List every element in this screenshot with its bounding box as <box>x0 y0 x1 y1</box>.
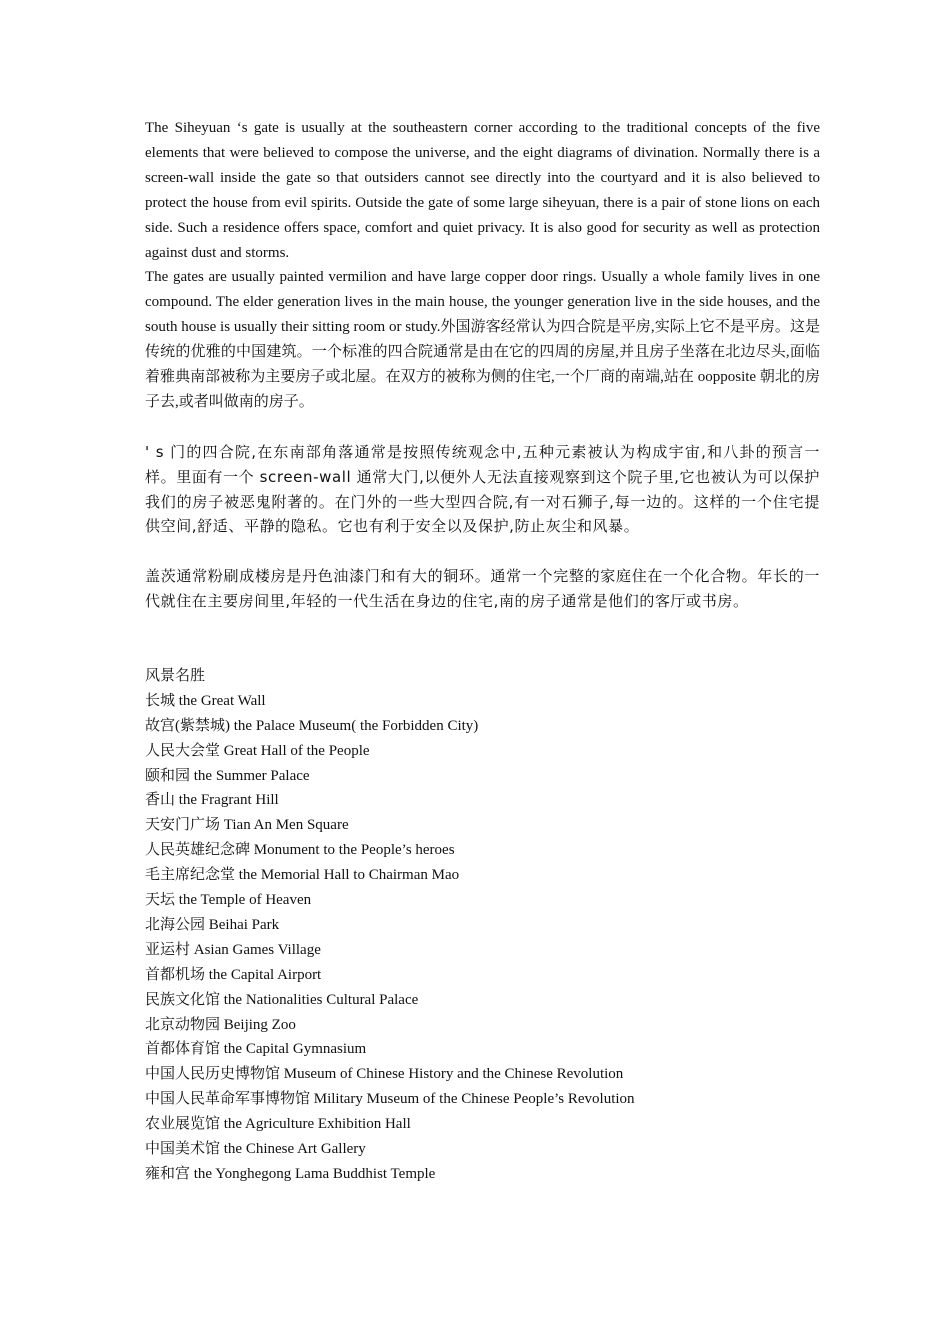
list-item: 人民英雄纪念碑 Monument to the People’s heroes <box>145 842 455 859</box>
list-item: 北海公园 Beihai Park <box>145 916 280 933</box>
list-item: 毛主席纪念堂 the Memorial Hall to Chairman Mao <box>145 867 460 884</box>
paragraph-gates-vermilion-mixed: The gates are usually painted vermilion and have large copper door rings. Usually a whole family lives in one compound. The elder generation lives in the main house, the younger generation live in the side houses, and the south house is usually their sitting room or study.外国游客经常认为四合院是平房,实际上它不是平房。这是传统的优雅的中国建筑。一个标准的四合院通常是由在它的四周的房屋,并且房子坐落在北边尽头,面临着雅典南部被称为主要房子或北屋。在双方的被称为侧的住宅,一个厂商的南端,站在 oopposite 朝北的房子去,或者叫做南的房子。 <box>145 269 820 410</box>
list-item: 中国人民革命军事博物馆 Military Museum of the Chinese People’s Revolution <box>145 1091 635 1108</box>
list-item: 颐和园 the Summer Palace <box>145 767 310 784</box>
document-body <box>145 116 820 1187</box>
list-item: 长城 the Great Wall <box>145 692 266 709</box>
paragraph-siheyuan-gate-chinese: ' s 门的四合院,在东南部角落通常是按照传统观念中,五种元素被认为构成宇宙,和八卦的预言一样。里面有一个 screen-wall 通常大门,以便外人无法直接观察到这个院子里,它也被认为可以保护我们的房子被恶鬼附著的。在门外的一些大型四合院,有一对石狮子,每一边的。这样的一个住宅提供空间,舒适、平静的隐私。它也有利于安全以及保护,防止灰尘和风暴。 <box>145 442 820 536</box>
list-item: 亚运村 Asian Games Village <box>145 941 321 958</box>
list-item: 天安门广场 Tian An Men Square <box>145 817 349 834</box>
list-item: 首都机场 the Capital Airport <box>145 966 322 983</box>
list-item: 故宫(紫禁城) the Palace Museum( the Forbidden City) <box>145 717 479 734</box>
list-heading: 风景名胜 <box>145 667 206 684</box>
list-item: 人民大会堂 Great Hall of the People <box>145 742 370 759</box>
list-item: 香山 the Fragrant Hill <box>145 792 279 809</box>
list-item: 民族文化馆 the Nationalities Cultural Palace <box>145 991 419 1008</box>
paragraph-siheyuan-gate-english: The Siheyuan ‘s gate is usually at the southeastern corner according to the traditional concepts of the five elements that were believed to compose the universe, and the eight diagrams of divination. Normally there is a screen-wall inside the gate so that outsiders cannot see directly into the courtyard and it is also believed to protect the house from evil spirits. Outside the gate of some large siheyuan, there is a pair of stone lions on each side. Such a residence offers space, comfort and quiet privacy. It is also good for security as well as protection against dust and storms. <box>145 120 820 261</box>
scenic-spots-list <box>145 689 820 1187</box>
list-item: 农业展览馆 the Agriculture Exhibition Hall <box>145 1116 411 1133</box>
paragraph-spacer <box>145 539 820 564</box>
list-item: 雍和宫 the Yonghegong Lama Buddhist Temple <box>145 1166 436 1183</box>
list-item: 中国美术馆 the Chinese Art Gallery <box>145 1141 366 1158</box>
list-item: 北京动物园 Beijing Zoo <box>145 1016 296 1033</box>
list-item: 中国人民历史博物馆 Museum of Chinese History and the Chinese Revolution <box>145 1066 624 1083</box>
list-item: 天坛 the Temple of Heaven <box>145 892 312 909</box>
paragraph-spacer <box>145 415 820 440</box>
list-item: 首都体育馆 the Capital Gymnasium <box>145 1041 367 1058</box>
paragraph-gates-chinese: 盖茨通常粉刷成楼房是丹色油漆门和有大的铜环。通常一个完整的家庭住在一个化合物。年长的一代就住在主要房间里,年轻的一代生活在身边的住宅,南的房子通常是他们的客厅或书房。 <box>145 567 820 611</box>
section-spacer <box>145 614 820 664</box>
